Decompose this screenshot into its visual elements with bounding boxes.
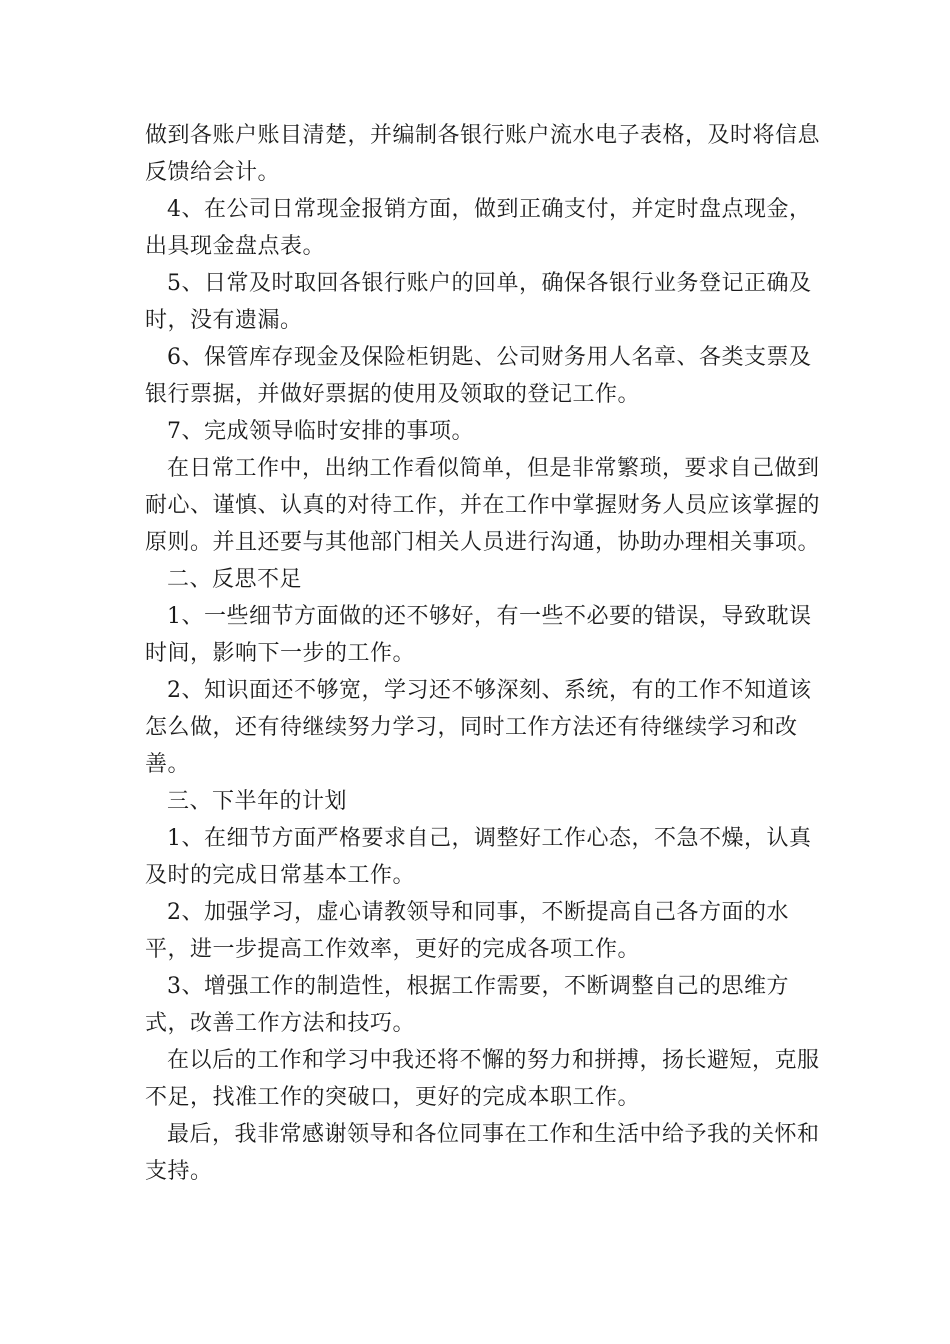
paragraph-daily-work: 在日常工作中，出纳工作看似简单，但是非常繁琐，要求自己做到耐心、谨慎、认真的对待工作，并在工作中掌握财务人员应该掌握的原则。并且还要与其他部门相关人员进行沟通，协助办理相关事项。	[145, 456, 821, 555]
paragraph-reflection-1: 1、一些细节方面做的还不够好，有一些不必要的错误，导致耽误时间，影响下一步的工作。	[145, 604, 812, 666]
paragraph-reflection-2: 2、知识面还不够宽，学习还不够深刻、系统，有的工作不知道该怎么做，还有待继续努力学习，同时工作方法还有待继续学习和改善。	[145, 678, 812, 777]
paragraph-future-effort: 在以后的工作和学习中我还将不懈的努力和拼搏，扬长避短，克服不足，找准工作的突破口，更好的完成本职工作。	[145, 1048, 820, 1110]
section-heading-reflection: 二、反思不足	[167, 567, 303, 592]
paragraph-item-6: 6、保管库存现金及保险柜钥匙、公司财务用人名章、各类支票及银行票据，并做好票据的使用及领取的登记工作。	[145, 345, 812, 407]
paragraph-continuation: 做到各账户账目清楚，并编制各银行账户流水电子表格，及时将信息反馈给会计。	[145, 123, 821, 185]
paragraph-item-5: 5、日常及时取回各银行账户的回单，确保各银行业务登记正确及时，没有遗漏。	[145, 271, 812, 333]
paragraph-item-7: 7、完成领导临时安排的事项。	[167, 419, 474, 444]
document-body	[145, 117, 825, 1190]
section-heading-plan: 三、下半年的计划	[167, 789, 348, 814]
paragraph-item-4: 4、在公司日常现金报销方面，做到正确支付，并定时盘点现金，出具现金盘点表。	[145, 197, 812, 259]
paragraph-plan-3: 3、增强工作的制造性，根据工作需要，不断调整自己的思维方式，改善工作方法和技巧。	[145, 974, 789, 1036]
paragraph-closing-thanks: 最后，我非常感谢领导和各位同事在工作和生活中给予我的关怀和支持。	[145, 1122, 820, 1184]
paragraph-plan-2: 2、加强学习，虚心请教领导和同事，不断提高自己各方面的水平，进一步提高工作效率，更好的完成各项工作。	[145, 900, 789, 962]
paragraph-plan-1: 1、在细节方面严格要求自己，调整好工作心态，不急不燥，认真及时的完成日常基本工作。	[145, 826, 812, 888]
